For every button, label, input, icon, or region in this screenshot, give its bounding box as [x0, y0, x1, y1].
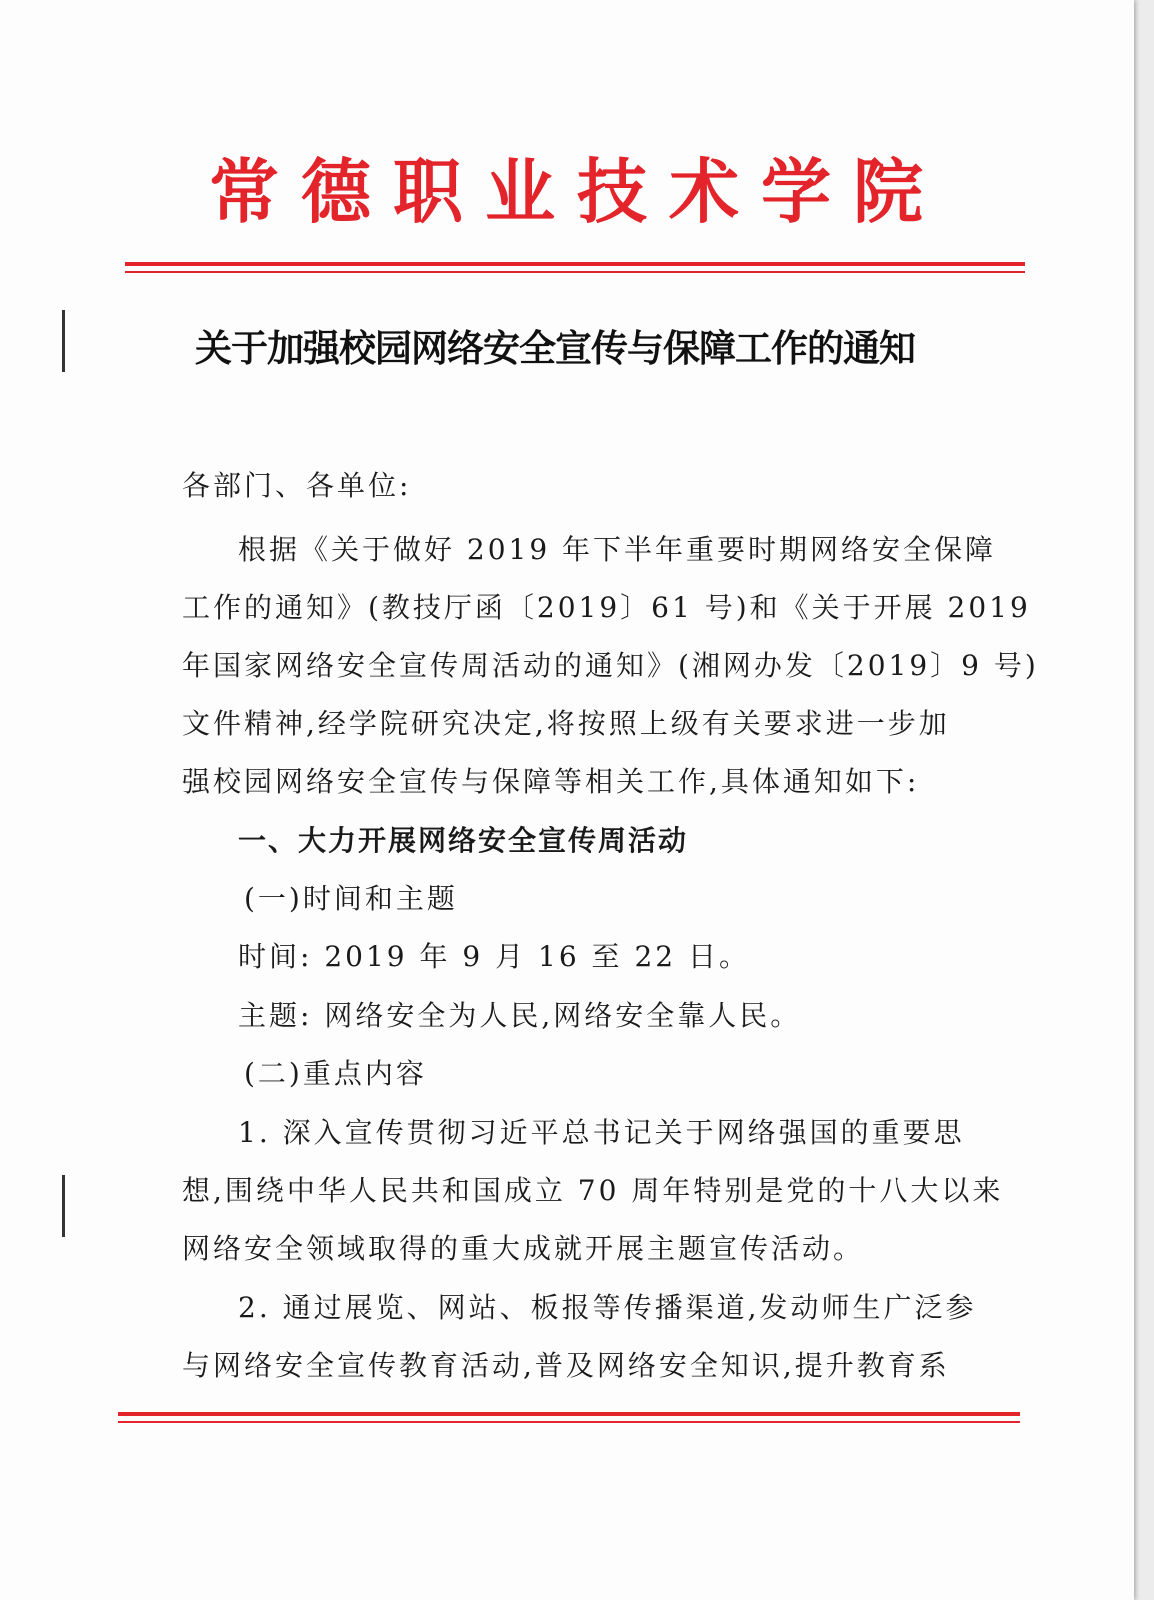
- document-title: 关于加强校园网络安全宣传与保障工作的通知: [195, 326, 915, 370]
- subsection-heading-1: (一)时间和主题: [244, 882, 458, 915]
- item-1-line-1: 1. 深入宣传贯彻习近平总书记关于网络强国的重要思: [238, 1116, 965, 1149]
- intro-line-3: 年国家网络安全宣传周活动的通知》(湘网办发〔2019〕9 号): [182, 649, 1039, 682]
- item-2-line-2: 与网络安全宣传教育活动,普及网络安全知识,提升教育系: [182, 1349, 950, 1382]
- header-rule-thin: [125, 271, 1025, 273]
- item-1-line-3: 网络安全领域取得的重大成就开展主题宣传活动。: [182, 1232, 865, 1265]
- binding-hole-mark-bottom: [62, 1175, 65, 1237]
- section-heading-1: 一、大力开展网络安全宣传周活动: [238, 824, 689, 857]
- salutation: 各部门、各单位:: [182, 469, 412, 502]
- time-line: 时间: 2019 年 9 月 16 至 22 日。: [238, 940, 750, 973]
- intro-line-4: 文件精神,经学院研究决定,将按照上级有关要求进一步加: [182, 707, 950, 740]
- intro-line-2: 工作的通知》(教技厅函〔2019〕61 号)和《关于开展 2019: [182, 591, 1031, 624]
- item-1-line-2: 想,围绕中华人民共和国成立 70 周年特别是党的十八大以来: [182, 1174, 1004, 1207]
- footer-rule-thick: [118, 1412, 1020, 1416]
- intro-line-1: 根据《关于做好 2019 年下半年重要时期网络安全保障: [238, 533, 997, 566]
- footer-rule-thin: [118, 1421, 1020, 1423]
- subsection-heading-2: (二)重点内容: [244, 1057, 427, 1090]
- header-rule-thick: [125, 262, 1025, 266]
- institution-header: 常德职业技术学院: [209, 150, 945, 233]
- intro-line-5: 强校园网络安全宣传与保障等相关工作,具体通知如下:: [182, 765, 920, 798]
- item-2-line-1: 2. 通过展览、网站、板报等传播渠道,发动师生广泛参: [238, 1291, 977, 1324]
- theme-line: 主题: 网络安全为人民,网络安全靠人民。: [238, 999, 802, 1032]
